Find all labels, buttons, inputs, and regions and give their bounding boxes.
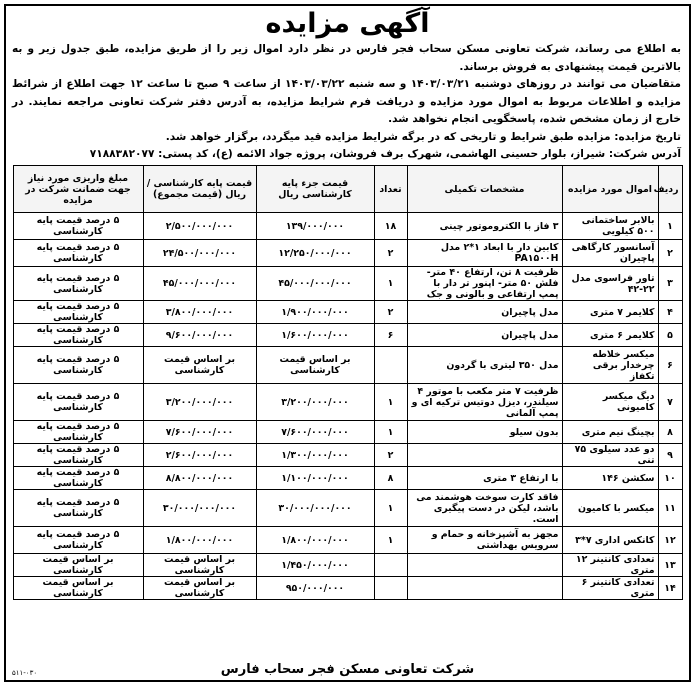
table-row <box>13 490 682 527</box>
qty-cell: ۱ <box>374 421 407 444</box>
item-cell: آسانسور کارگاهی پاچیران <box>562 240 658 267</box>
auction-items-table <box>13 165 683 600</box>
item-cell: میکسر خلاطه چرخدار برقی تکفاز <box>562 347 658 384</box>
deposit-cell: ۵ درصد قیمت پایه کارشناسی <box>13 490 143 527</box>
table-header-row <box>13 166 682 213</box>
unit-price-cell: بر اساس قیمت کارشناسی <box>256 347 374 384</box>
total-price-cell: ۸/۸۰۰/۰۰۰/۰۰۰ <box>143 467 256 490</box>
unit-price-cell: ۱/۸۰۰/۰۰۰/۰۰۰ <box>256 527 374 554</box>
deposit-cell: ۵ درصد قیمت پایه کارشناسی <box>13 384 143 421</box>
item-cell: بچینگ نیم متری <box>562 421 658 444</box>
table-row <box>13 554 682 577</box>
header-row-number: ردیف <box>658 166 682 213</box>
item-cell: کانکس اداری ۷*۳ <box>562 527 658 554</box>
item-cell: تاور فراسوی مدل ۲۲-۴۲ <box>562 267 658 301</box>
total-price-cell: ۴۵/۰۰۰/۰۰۰/۰۰۰ <box>143 267 256 301</box>
spec-cell: مجهز به آشپزخانه و حمام و سرویس بهداشتی <box>407 527 562 554</box>
intro-paragraph-1: به اطلاع می رساند، شرکت تعاونی مسکن سحاب فجر فارس در نظر دارد اموال زیر را از طریق مزایده، طبق جدول زیر و به بالاترین قیمت پیشنهادی به فروش برساند. <box>12 43 681 73</box>
table-row <box>13 301 682 324</box>
table-row <box>13 527 682 554</box>
unit-price-cell: ۳۰/۰۰۰/۰۰۰/۰۰۰ <box>256 490 374 527</box>
intro-paragraph-3: تاریخ مزایده: مزایده طبق شرایط و تاریخی که در برگه شرایط مزایده قید میگردد، برگزار خواهد شد. <box>165 130 681 143</box>
total-price-cell: ۳۰/۰۰۰/۰۰۰/۰۰۰ <box>143 490 256 527</box>
spec-cell: مدل پاچیران <box>407 324 562 347</box>
auction-notice <box>4 4 691 682</box>
deposit-cell: ۵ درصد قیمت پایه کارشناسی <box>13 527 143 554</box>
table-row <box>13 444 682 467</box>
total-price-cell: بر اساس قیمت کارشناسی <box>143 577 256 600</box>
item-cell: کلایمر ۷ متری <box>562 301 658 324</box>
table-row <box>13 577 682 600</box>
unit-price-cell: ۱/۹۰۰/۰۰۰/۰۰۰ <box>256 301 374 324</box>
qty-cell: ۲ <box>374 444 407 467</box>
unit-price-cell: ۹۵۰/۰۰۰/۰۰۰ <box>256 577 374 600</box>
unit-price-cell: ۱/۶۰۰/۰۰۰/۰۰۰ <box>256 324 374 347</box>
deposit-cell: ۵ درصد قیمت پایه کارشناسی <box>13 301 143 324</box>
row-number-cell: ۴ <box>658 301 682 324</box>
qty-cell: ۱ <box>374 527 407 554</box>
header-unit-price: قیمت جزء پایه کارشناسی ریال <box>256 166 374 213</box>
spec-cell: ظرفیت ۸ تن، ارتفاع ۴۰ متر- فلش ۵۰ متر- اپنور تر دار با پمپ ارتفاعی و بالونی و جک <box>407 267 562 301</box>
row-number-cell: ۱۴ <box>658 577 682 600</box>
header-spec: مشخصات تکمیلی <box>407 166 562 213</box>
total-price-cell: ۹/۶۰۰/۰۰۰/۰۰۰ <box>143 324 256 347</box>
qty-cell <box>374 554 407 577</box>
table-row <box>13 421 682 444</box>
deposit-cell: ۵ درصد قیمت پایه کارشناسی <box>13 467 143 490</box>
spec-cell <box>407 444 562 467</box>
spec-cell: ۳ فاز با الکتروموتور چینی <box>407 213 562 240</box>
unit-price-cell: ۴۵/۰۰۰/۰۰۰/۰۰۰ <box>256 267 374 301</box>
total-price-cell: ۷/۶۰۰/۰۰۰/۰۰۰ <box>143 421 256 444</box>
row-number-cell: ۹ <box>658 444 682 467</box>
table-row <box>13 324 682 347</box>
table-row <box>13 384 682 421</box>
table-row <box>13 267 682 301</box>
deposit-cell: ۵ درصد قیمت پایه کارشناسی <box>13 267 143 301</box>
notice-title: آگهی مزایده <box>265 8 430 39</box>
unit-price-cell: ۳/۲۰۰/۰۰۰/۰۰۰ <box>256 384 374 421</box>
row-number-cell: ۸ <box>658 421 682 444</box>
row-number-cell: ۱۲ <box>658 527 682 554</box>
total-price-cell: ۱/۸۰۰/۰۰۰/۰۰۰ <box>143 527 256 554</box>
deposit-cell: ۵ درصد قیمت پایه کارشناسی <box>13 421 143 444</box>
total-price-cell: ۲/۶۰۰/۰۰۰/۰۰۰ <box>143 444 256 467</box>
item-cell: بالابر ساختمانی ۵۰۰ کیلویی <box>562 213 658 240</box>
deposit-cell: ۵ درصد قیمت پایه کارشناسی <box>13 240 143 267</box>
spec-cell: بدون سیلو <box>407 421 562 444</box>
spec-cell: مدل ۳۵۰ لیتری با گردون <box>407 347 562 384</box>
deposit-cell: بر اساس قیمت کارشناسی <box>13 577 143 600</box>
deposit-cell: ۵ درصد قیمت پایه کارشناسی <box>13 444 143 467</box>
qty-cell: ۱ <box>374 267 407 301</box>
table-row <box>13 467 682 490</box>
row-number-cell: ۷ <box>658 384 682 421</box>
qty-cell: ۱ <box>374 384 407 421</box>
header-item: اموال مورد مزایده <box>562 166 658 213</box>
deposit-cell: ۵ درصد قیمت پایه کارشناسی <box>13 324 143 347</box>
header-qty: تعداد <box>374 166 407 213</box>
spec-cell <box>407 554 562 577</box>
unit-price-cell: ۱/۳۰۰/۰۰۰/۰۰۰ <box>256 444 374 467</box>
item-cell: دیگ میکسر کامیونی <box>562 384 658 421</box>
total-price-cell: ۳/۸۰۰/۰۰۰/۰۰۰ <box>143 301 256 324</box>
spec-cell: فاقد کارت سوخت هوشمند می باشد، لیکن در دست پیگیری است. <box>407 490 562 527</box>
row-number-cell: ۱۳ <box>658 554 682 577</box>
unit-price-cell: ۱۳۹/۰۰۰/۰۰۰ <box>256 213 374 240</box>
table-row <box>13 213 682 240</box>
qty-cell: ۲ <box>374 240 407 267</box>
header-deposit: مبلغ واریزی مورد نیاز جهت ضمانت شرکت در مزایده <box>13 166 143 213</box>
footer-company-name: شرکت تعاونی مسکن فجر سحاب فارس <box>220 662 475 677</box>
notice-code: ۵۱۱-۰۳۰ <box>12 669 38 677</box>
total-price-cell: بر اساس قیمت کارشناسی <box>143 554 256 577</box>
row-number-cell: ۱ <box>658 213 682 240</box>
deposit-cell: بر اساس قیمت کارشناسی <box>13 554 143 577</box>
item-cell: تعدادی کانتینر ۱۲ متری <box>562 554 658 577</box>
row-number-cell: ۱۰ <box>658 467 682 490</box>
row-number-cell: ۶ <box>658 347 682 384</box>
deposit-cell: ۵ درصد قیمت پایه کارشناسی <box>13 213 143 240</box>
company-address: آدرس شرکت: شیراز، بلوار حسینی الهاشمی، شهرک برف فروشان، پروژه جواد الائمه (ع)، کد پستی: ۷۱۸۸۳۸۲۰۷۷ <box>89 148 681 160</box>
qty-cell <box>374 347 407 384</box>
unit-price-cell: ۱/۴۵۰/۰۰۰/۰۰۰ <box>256 554 374 577</box>
spec-cell: با ارتفاع ۳ متری <box>407 467 562 490</box>
total-price-cell: ۲/۵۰۰/۰۰۰/۰۰۰ <box>143 213 256 240</box>
qty-cell: ۶ <box>374 324 407 347</box>
qty-cell <box>374 577 407 600</box>
deposit-cell: ۵ درصد قیمت پایه کارشناسی <box>13 347 143 384</box>
total-price-cell: ۳/۲۰۰/۰۰۰/۰۰۰ <box>143 384 256 421</box>
spec-cell: مدل پاچیران <box>407 301 562 324</box>
item-cell: سکشن ۱۴۶ <box>562 467 658 490</box>
row-number-cell: ۱۱ <box>658 490 682 527</box>
total-price-cell: بر اساس قیمت کارشناسی <box>143 347 256 384</box>
qty-cell: ۱ <box>374 490 407 527</box>
unit-price-cell: ۱/۱۰۰/۰۰۰/۰۰۰ <box>256 467 374 490</box>
item-cell: کلایمر ۶ متری <box>562 324 658 347</box>
row-number-cell: ۵ <box>658 324 682 347</box>
notice-intro <box>6 41 689 146</box>
row-number-cell: ۳ <box>658 267 682 301</box>
unit-price-cell: ۷/۶۰۰/۰۰۰/۰۰۰ <box>256 421 374 444</box>
qty-cell: ۱۸ <box>374 213 407 240</box>
table-row <box>13 240 682 267</box>
item-cell: میکسر با کامیون <box>562 490 658 527</box>
spec-cell <box>407 577 562 600</box>
header-total-price: قیمت پایه کارشناسی / ریال (قیمت مجموع) <box>143 166 256 213</box>
qty-cell: ۲ <box>374 301 407 324</box>
item-cell: تعدادی کانتینر ۶ متری <box>562 577 658 600</box>
intro-paragraph-2: متقاضیان می توانند در روزهای دوشنبه ۱۴۰۳/۰۳/۲۱ و سه شنبه ۱۴۰۳/۰۳/۲۲ از ساعت ۹ صبح تا ساعت ۱۲ جهت اطلاع از شرائط مزایده و اطلاعات مربوط به اموال مورد مزایده و دریافت فرم شرایط مزایده، به آدرس دفتر شرکت تعاونی مراجعه نمایند. در خارج از زمان مشخص شده، پاسخگویی انجام نخواهد شد. <box>12 78 681 125</box>
total-price-cell: ۲۴/۵۰۰/۰۰۰/۰۰۰ <box>143 240 256 267</box>
row-number-cell: ۲ <box>658 240 682 267</box>
qty-cell: ۸ <box>374 467 407 490</box>
unit-price-cell: ۱۲/۲۵۰/۰۰۰/۰۰۰ <box>256 240 374 267</box>
table-row <box>13 347 682 384</box>
spec-cell: ظرفیت ۷ متر مکعب با موتور ۴ سیلندر، دیزل دوتیس ترکیه ای و پمپ آلمانی <box>407 384 562 421</box>
spec-cell: کابین دار با ابعاد ۱*۲ مدل PA۱۵۰۰H <box>407 240 562 267</box>
item-cell: دو عدد سیلوی ۷۵ تنی <box>562 444 658 467</box>
